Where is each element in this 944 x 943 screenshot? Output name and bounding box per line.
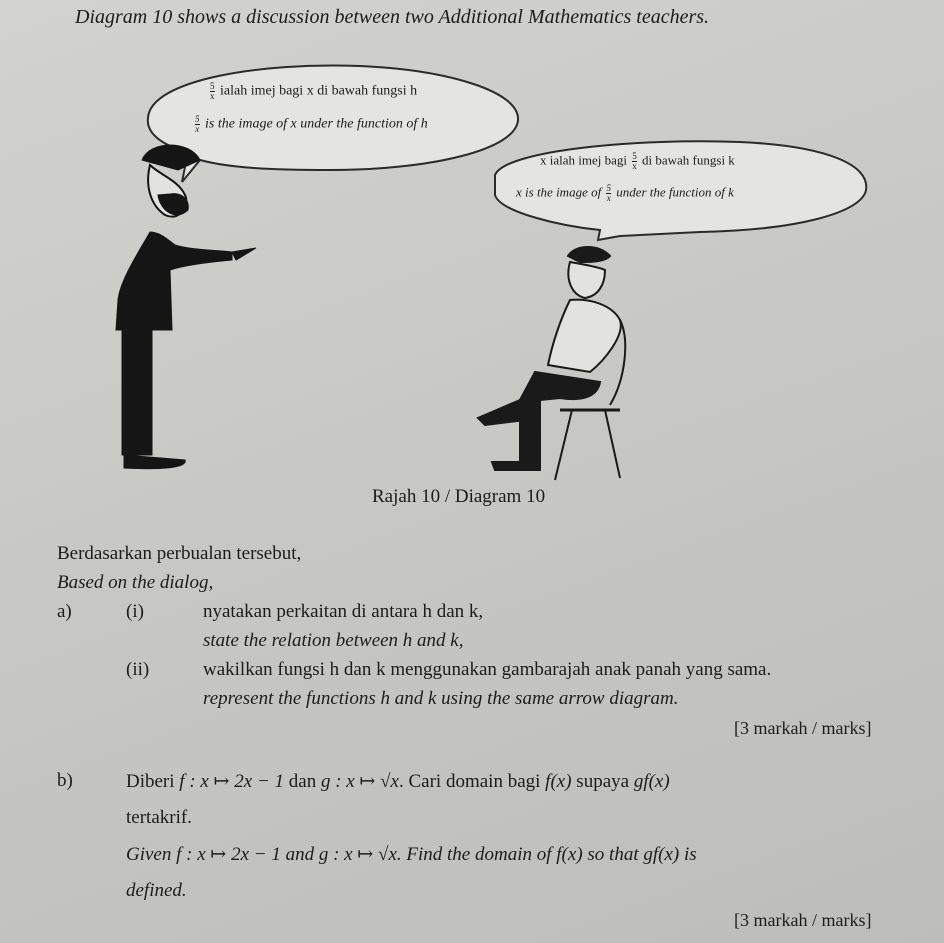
part-b-malay-line2: tertakrif. bbox=[126, 807, 192, 828]
part-a-i-english: state the relation between h and k, bbox=[203, 630, 464, 651]
sitting-teacher bbox=[478, 247, 625, 480]
part-a-i-label: (i) bbox=[126, 601, 144, 622]
speech-right-malay: x ialah imej bagi $\frac{5}{x}$ di bawah fungsi k bbox=[540, 151, 735, 171]
part-b-english-line: Given f : x ↦ 2x − 1 and g : x ↦ √x. Find the domain of f(x) so that gf(x) is bbox=[126, 844, 697, 865]
part-b-label: b) bbox=[57, 770, 73, 791]
speech-right-english: x is the image of $\frac{5}{x}$ under the function of k bbox=[516, 183, 734, 203]
part-b-malay-line: Diberi f : x ↦ 2x − 1 dan g : x ↦ √x. Cari domain bagi f(x) supaya gf(x) bbox=[126, 771, 670, 792]
standing-teacher bbox=[116, 145, 256, 469]
speech-left-english: $\frac{5}{x}$ is the image of x under the function of h bbox=[195, 114, 428, 134]
f-definition: f : x ↦ 2x − 1 bbox=[179, 771, 285, 792]
part-a-label: a) bbox=[57, 601, 72, 622]
speech-left-malay: $\frac{5}{x}$ ialah imej bagi x di bawah fungsi h bbox=[210, 81, 418, 101]
intro-english: Based on the dialog, bbox=[57, 572, 214, 593]
part-a-ii-english: represent the functions h and k using the same arrow diagram. bbox=[203, 688, 679, 709]
fraction-5-over-x: $\frac{5}{x}$ bbox=[606, 183, 611, 203]
part-a-marks: [3 markah / marks] bbox=[734, 718, 872, 738]
part-a-i-malay: nyatakan perkaitan di antara h dan k, bbox=[203, 601, 484, 622]
fraction-5-over-x: $\frac{5}{x}$ bbox=[210, 81, 215, 101]
intro-malay: Berdasarkan perbualan tersebut, bbox=[57, 543, 302, 564]
part-b-marks: [3 markah / marks] bbox=[734, 910, 872, 930]
diagram-caption: Rajah 10 / Diagram 10 bbox=[372, 486, 546, 507]
part-a-ii-label: (ii) bbox=[126, 659, 150, 680]
part-b-english-line2: defined. bbox=[126, 880, 187, 901]
fraction-5-over-x: $\frac{5}{x}$ bbox=[632, 151, 637, 171]
g-definition: g : x ↦ √x bbox=[320, 771, 399, 792]
heading: Diagram 10 shows a discussion between two Additional Mathematics teachers. bbox=[75, 6, 710, 28]
fraction-5-over-x: $\frac{5}{x}$ bbox=[195, 114, 200, 134]
part-a-ii-malay: wakilkan fungsi h dan k menggunakan gambarajah anak panah yang sama. bbox=[203, 659, 772, 680]
